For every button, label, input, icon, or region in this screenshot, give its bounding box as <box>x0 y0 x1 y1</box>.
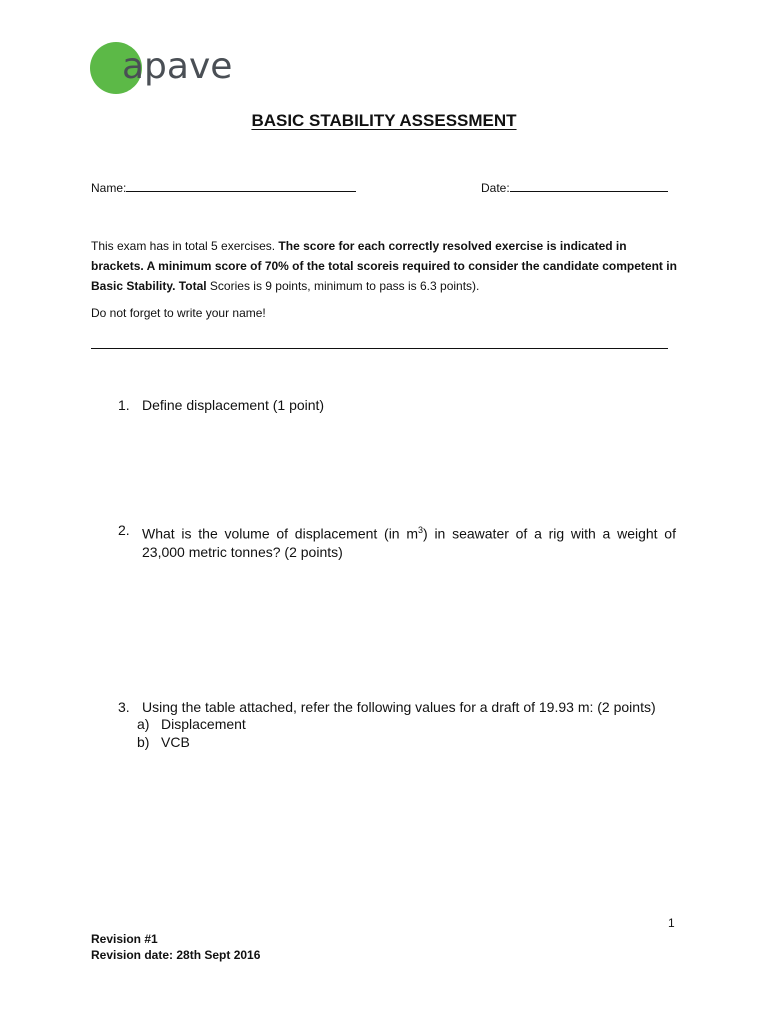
question-text <box>142 521 676 561</box>
question-number: 1. <box>118 397 130 413</box>
question-text-after: ) in seawater of a rig with a weight of 23,000 metric tonnes? (2 points) <box>142 525 676 560</box>
page-number: 1 <box>668 916 675 930</box>
date-label: Date: <box>481 181 510 195</box>
subitem-a <box>137 715 246 733</box>
intro-text-bold: The score for each correctly resolved exercise is indicated in brackets. A minimum score of 70% of the total scoreis required to consider the candidate competent in Basic Stability. Total <box>91 239 677 293</box>
superscript-exponent: 3 <box>418 525 424 535</box>
name-reminder: Do not forget to write your name! <box>91 306 266 320</box>
subitem-letter: a) <box>137 716 150 732</box>
subitem-text: Displacement <box>161 716 246 732</box>
subitem-b <box>137 733 190 751</box>
name-blank-line <box>126 179 356 192</box>
date-field <box>481 179 668 195</box>
subitem-text: VCB <box>161 734 190 750</box>
question-text-before: What is the volume of displacement (in m <box>142 525 419 542</box>
exam-instructions <box>91 236 681 296</box>
name-label: Name: <box>91 181 127 195</box>
question-number: 3. <box>118 699 130 715</box>
question-1 <box>118 396 676 414</box>
intro-text-1: This exam has in total 5 exercises. <box>91 239 279 253</box>
question-3 <box>118 698 676 716</box>
question-2 <box>118 521 676 561</box>
logo-text: apave <box>122 46 233 87</box>
intro-text-3: Scories is 9 points, minimum to pass is 6.3 points). <box>206 279 480 293</box>
footer-revision-date: Revision date: 28th Sept 2016 <box>91 948 261 962</box>
page-title: BASIC STABILITY ASSESSMENT <box>251 111 517 130</box>
question-text: Define displacement (1 point) <box>142 397 325 413</box>
date-blank-line <box>510 179 668 192</box>
apave-logo <box>90 42 250 96</box>
question-text: Using the table attached, refer the following values for a draft of 19.93 m: (2 points) <box>142 699 656 715</box>
question-number: 2. <box>118 522 130 538</box>
footer-revision: Revision #1 <box>91 932 158 946</box>
name-field <box>91 179 356 195</box>
divider-line <box>91 348 668 349</box>
subitem-letter: b) <box>137 734 150 750</box>
